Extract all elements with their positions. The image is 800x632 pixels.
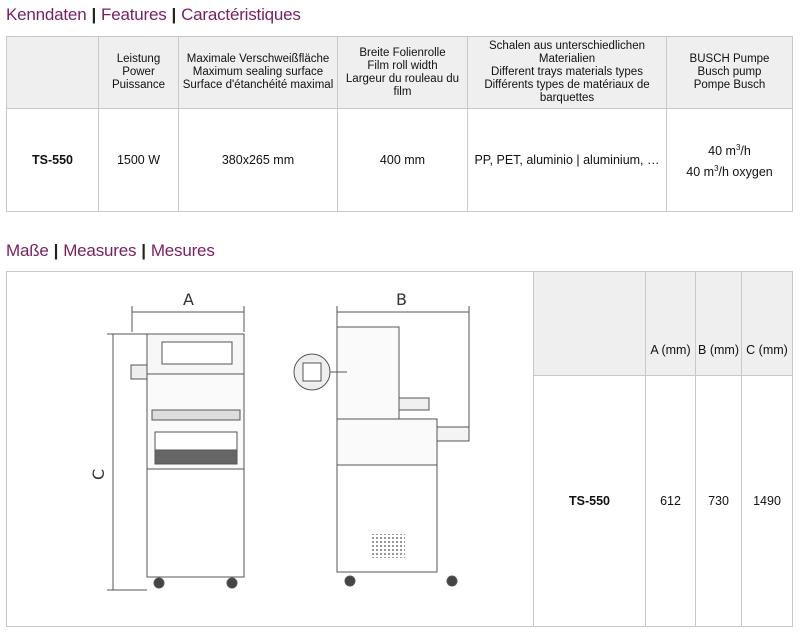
measures-header-empty (534, 272, 646, 376)
value-c: 1490 (753, 494, 781, 508)
heading-fr: Mesures (150, 241, 215, 260)
header-text: Schalen aus unterschiedlichen Materialien (489, 40, 645, 65)
film-cell: 400 mm (338, 109, 468, 211)
header-c: C (mm) (742, 272, 792, 376)
heading-separator: | (91, 5, 97, 24)
pump-value: 40 m (686, 165, 715, 180)
header-pump (667, 37, 792, 109)
heading-separator: | (141, 241, 146, 260)
heading-de: Kenndaten (6, 5, 87, 24)
heading-separator: | (53, 241, 59, 260)
header-text: Power (122, 66, 155, 78)
heading-de: Maße (6, 241, 49, 260)
header-power (99, 37, 179, 109)
pump-value: 40 m (708, 144, 736, 158)
header-text: Maximale Verschweißfläche (186, 53, 330, 65)
header-film-width (338, 37, 468, 109)
pump-unit: /h oxygen (718, 165, 773, 180)
measures-model-cell: TS-550 (534, 376, 646, 626)
header-text: Different trays materials types (491, 66, 643, 78)
value-b: 730 (696, 376, 742, 626)
header-b: B (mm) (696, 272, 742, 376)
machine-drawing-svg (7, 272, 533, 626)
front-base-cabinet (147, 469, 244, 577)
pump-cell (667, 109, 792, 211)
measures-heading (6, 241, 215, 261)
pump-unit-sup: 3 (714, 164, 719, 173)
vent-grille (371, 534, 405, 558)
features-table (6, 36, 793, 212)
pump-line-2 (686, 160, 772, 181)
header-empty (7, 37, 99, 109)
heading-separator: | (171, 5, 177, 24)
header-text: Maximum sealing surface (192, 66, 324, 78)
value-a: 612 (646, 376, 696, 626)
header-tray-materials (468, 37, 667, 109)
power-cell: 1500 W (99, 109, 179, 211)
heading-en: Features (101, 5, 167, 24)
header-text: Surface d'étanchéité maximal (182, 79, 334, 91)
header-a: A (mm) (646, 272, 696, 376)
side-top-housing (337, 327, 399, 419)
heading-en: Measures (63, 241, 137, 260)
measures-box (6, 271, 793, 627)
pump-line-1 (708, 139, 751, 160)
header-text: Breite Folienrolle (359, 46, 446, 59)
features-heading (6, 5, 301, 25)
label-c: C (89, 468, 108, 480)
heading-fr: Caractéristiques (181, 5, 301, 24)
header-sealing-surface (179, 37, 338, 109)
machine-drawing (7, 272, 534, 626)
label-a: A (183, 290, 194, 309)
header-text: Film roll width (367, 59, 438, 72)
header-text: Largeur du rouleau du film (345, 72, 460, 98)
header-text: Busch pump (697, 66, 762, 78)
surface-cell: 380x265 mm (179, 109, 338, 211)
label-b: B (396, 290, 407, 309)
trays-cell: PP, PET, aluminio | aluminium, … (468, 109, 667, 211)
pump-unit: /h (740, 144, 751, 158)
header-text: Puissance (111, 79, 166, 91)
header-text: Leistung (116, 53, 161, 65)
header-text: BUSCH Pumpe (689, 53, 770, 65)
pump-unit-sup: 3 (735, 142, 741, 152)
model-cell: TS-550 (7, 109, 99, 211)
header-text: Pompe Busch (693, 79, 766, 91)
header-text: Différents types de matériaux de barquettes (484, 79, 650, 104)
